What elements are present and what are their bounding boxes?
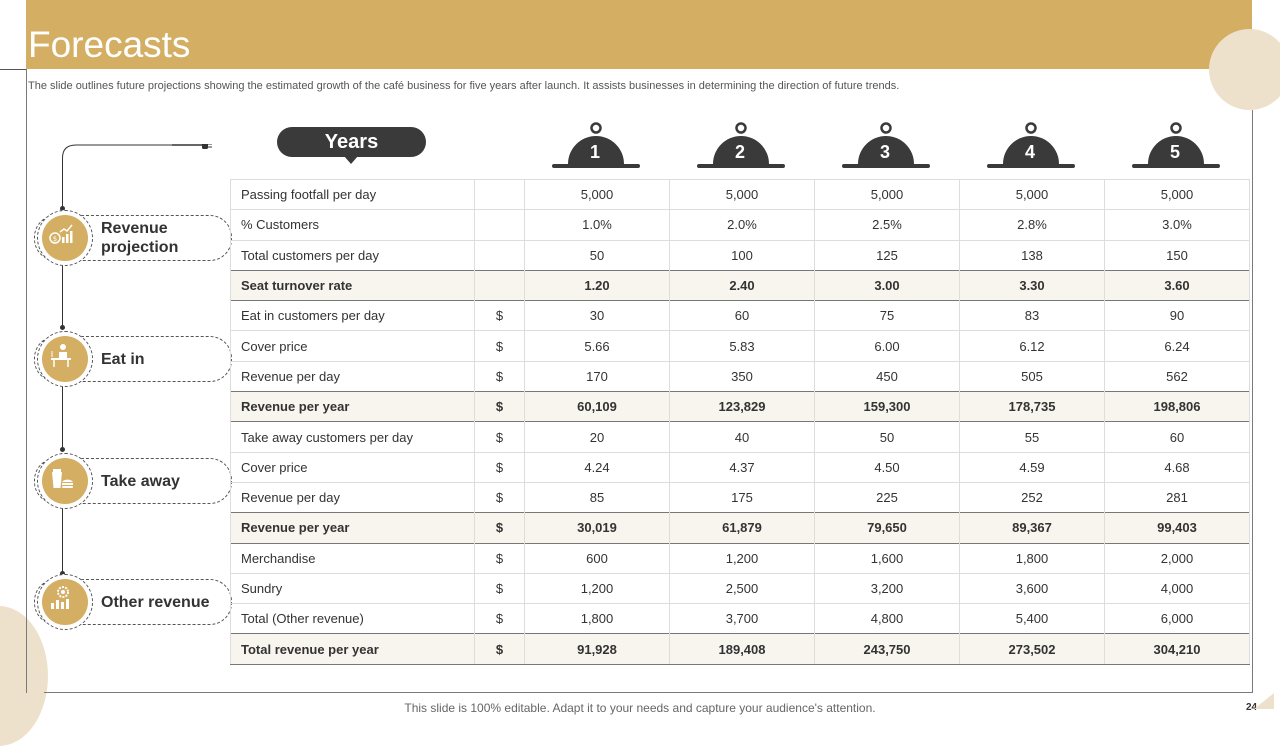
- timeline-line: [62, 384, 63, 450]
- value-cell-year-3: 4.50: [815, 452, 960, 482]
- value-cell-year-5: 3.60: [1105, 270, 1250, 300]
- table-row: [231, 331, 1250, 361]
- table-row: [231, 634, 1250, 664]
- table-row: [231, 240, 1250, 270]
- year-number: 4: [1024, 142, 1035, 162]
- section-take-away: [34, 458, 232, 504]
- value-cell-year-3: 75: [815, 301, 960, 331]
- timeline-line: [62, 262, 63, 328]
- currency-cell: $: [475, 331, 525, 361]
- value-cell-year-5: 5,000: [1105, 180, 1250, 210]
- value-cell-year-2: 100: [670, 240, 815, 270]
- frame-right-border: [1252, 110, 1253, 693]
- value-cell-year-4: 6.12: [960, 331, 1105, 361]
- currency-cell: $: [475, 513, 525, 543]
- value-cell-year-4: 3,600: [960, 573, 1105, 603]
- value-cell-year-5: 281: [1105, 482, 1250, 512]
- currency-cell: [475, 270, 525, 300]
- currency-cell: [475, 180, 525, 210]
- row-label: Sundry: [231, 573, 475, 603]
- table-row: [231, 513, 1250, 543]
- value-cell-year-1: 60,109: [525, 392, 670, 422]
- timeline-dot: [60, 325, 65, 330]
- value-cell-year-3: 50: [815, 422, 960, 452]
- value-cell-year-3: 125: [815, 240, 960, 270]
- row-label: Merchandise: [231, 543, 475, 573]
- value-cell-year-4: 3.30: [960, 270, 1105, 300]
- table-row: [231, 482, 1250, 512]
- value-cell-year-4: 89,367: [960, 513, 1105, 543]
- table-row: [231, 422, 1250, 452]
- value-cell-year-5: 60: [1105, 422, 1250, 452]
- value-cell-year-5: 99,403: [1105, 513, 1250, 543]
- row-label: Passing footfall per day: [231, 180, 475, 210]
- gear-chart-icon: [48, 585, 74, 611]
- value-cell-year-4: 2.8%: [960, 210, 1105, 240]
- value-cell-year-1: 170: [525, 361, 670, 391]
- value-cell-year-2: 189,408: [670, 634, 815, 664]
- row-label: Revenue per day: [231, 482, 475, 512]
- header-band: [26, 0, 1252, 69]
- value-cell-year-1: 85: [525, 482, 670, 512]
- table-row: [231, 604, 1250, 634]
- value-cell-year-3: 450: [815, 361, 960, 391]
- currency-cell: $: [475, 392, 525, 422]
- value-cell-year-5: 90: [1105, 301, 1250, 331]
- year-cloche-2: [696, 121, 786, 169]
- row-label: Total (Other revenue): [231, 604, 475, 634]
- section-label: Take away: [101, 472, 180, 490]
- value-cell-year-2: 1,200: [670, 543, 815, 573]
- value-cell-year-3: 1,600: [815, 543, 960, 573]
- table-row: [231, 392, 1250, 422]
- row-label: Total revenue per year: [231, 634, 475, 664]
- value-cell-year-2: 2.40: [670, 270, 815, 300]
- value-cell-year-3: 5,000: [815, 180, 960, 210]
- value-cell-year-2: 3,700: [670, 604, 815, 634]
- timeline-dot: [60, 447, 65, 452]
- row-label: Revenue per day: [231, 361, 475, 391]
- value-cell-year-1: 4.24: [525, 452, 670, 482]
- section-icon-ring: [37, 331, 93, 387]
- section-label: Other revenue: [101, 593, 210, 611]
- section-label: Revenue projection: [101, 220, 179, 256]
- currency-cell: $: [475, 573, 525, 603]
- value-cell-year-3: 225: [815, 482, 960, 512]
- value-cell-year-2: 350: [670, 361, 815, 391]
- section-icon-ring: [37, 453, 93, 509]
- value-cell-year-3: 159,300: [815, 392, 960, 422]
- row-label: Eat in customers per day: [231, 301, 475, 331]
- header-rule: [0, 69, 26, 70]
- value-cell-year-1: 1.0%: [525, 210, 670, 240]
- year-cloche-4: [986, 121, 1076, 169]
- takeaway-food-icon: [48, 464, 74, 490]
- table-row: [231, 210, 1250, 240]
- value-cell-year-4: 5,000: [960, 180, 1105, 210]
- value-cell-year-5: 4,000: [1105, 573, 1250, 603]
- value-cell-year-4: 252: [960, 482, 1105, 512]
- value-cell-year-5: 304,210: [1105, 634, 1250, 664]
- frame-bottom-border: [44, 692, 1253, 693]
- section-label: Eat in: [101, 350, 145, 368]
- row-label: Cover price: [231, 452, 475, 482]
- value-cell-year-4: 83: [960, 301, 1105, 331]
- currency-cell: $: [475, 634, 525, 664]
- table-row: [231, 180, 1250, 210]
- year-cloche-1: [551, 121, 641, 169]
- value-cell-year-5: 6.24: [1105, 331, 1250, 361]
- table-row: [231, 301, 1250, 331]
- row-label: Take away customers per day: [231, 422, 475, 452]
- section-icon-ring: [37, 210, 93, 266]
- value-cell-year-1: 600: [525, 543, 670, 573]
- value-cell-year-2: 5,000: [670, 180, 815, 210]
- currency-cell: [475, 240, 525, 270]
- value-cell-year-4: 273,502: [960, 634, 1105, 664]
- decorative-circle-bottom-left: [0, 606, 48, 746]
- value-cell-year-3: 3.00: [815, 270, 960, 300]
- forecast-table: [230, 179, 1249, 665]
- year-number: 5: [1169, 142, 1180, 162]
- frame-left-border: [26, 69, 27, 693]
- value-cell-year-3: 3,200: [815, 573, 960, 603]
- value-cell-year-2: 175: [670, 482, 815, 512]
- section-other-revenue: [34, 579, 232, 625]
- timeline-line: [62, 506, 63, 574]
- table-row: [231, 452, 1250, 482]
- value-cell-year-5: 562: [1105, 361, 1250, 391]
- currency-cell: $: [475, 604, 525, 634]
- year-cloche-3: [841, 121, 931, 169]
- year-cloche-5: [1131, 121, 1221, 169]
- value-cell-year-3: 243,750: [815, 634, 960, 664]
- page-number: 24: [1246, 702, 1258, 713]
- value-cell-year-1: 5,000: [525, 180, 670, 210]
- page-title: Forecasts: [28, 24, 191, 65]
- plug-cable-icon: [62, 144, 212, 214]
- value-cell-year-5: 150: [1105, 240, 1250, 270]
- value-cell-year-1: 50: [525, 240, 670, 270]
- value-cell-year-4: 138: [960, 240, 1105, 270]
- page-subtitle: The slide outlines future projections showing the estimated growth of the café business for five years after launch. It assists businesses in determining the direction of future trends.: [28, 80, 900, 92]
- currency-cell: $: [475, 482, 525, 512]
- currency-cell: $: [475, 301, 525, 331]
- currency-cell: $: [475, 452, 525, 482]
- row-label: Revenue per year: [231, 513, 475, 543]
- value-cell-year-2: 2,500: [670, 573, 815, 603]
- value-cell-year-1: 1.20: [525, 270, 670, 300]
- row-label: % Customers: [231, 210, 475, 240]
- row-label: Revenue per year: [231, 392, 475, 422]
- footer-note: This slide is 100% editable. Adapt it to your needs and capture your audience's attention.: [404, 701, 876, 715]
- table-row: [231, 543, 1250, 573]
- currency-cell: $: [475, 422, 525, 452]
- year-number: 2: [734, 142, 745, 162]
- currency-cell: $: [475, 543, 525, 573]
- value-cell-year-3: 79,650: [815, 513, 960, 543]
- section-icon-ring: [37, 574, 93, 630]
- value-cell-year-4: 505: [960, 361, 1105, 391]
- value-cell-year-2: 5.83: [670, 331, 815, 361]
- value-cell-year-5: 4.68: [1105, 452, 1250, 482]
- dining-person-icon: [48, 342, 74, 368]
- table-row: [231, 270, 1250, 300]
- year-number: 1: [589, 142, 600, 162]
- decorative-circle-top-right: [1209, 29, 1280, 110]
- row-label: Seat turnover rate: [231, 270, 475, 300]
- value-cell-year-1: 1,800: [525, 604, 670, 634]
- value-cell-year-5: 3.0%: [1105, 210, 1250, 240]
- value-cell-year-4: 5,400: [960, 604, 1105, 634]
- value-cell-year-2: 4.37: [670, 452, 815, 482]
- table-row: [231, 573, 1250, 603]
- section-revenue-projection: [34, 215, 232, 261]
- row-label: Total customers per day: [231, 240, 475, 270]
- value-cell-year-2: 61,879: [670, 513, 815, 543]
- value-cell-year-3: 4,800: [815, 604, 960, 634]
- value-cell-year-1: 20: [525, 422, 670, 452]
- value-cell-year-2: 123,829: [670, 392, 815, 422]
- years-header-badge: Years: [277, 127, 426, 157]
- value-cell-year-3: 6.00: [815, 331, 960, 361]
- value-cell-year-2: 40: [670, 422, 815, 452]
- value-cell-year-4: 4.59: [960, 452, 1105, 482]
- value-cell-year-5: 2,000: [1105, 543, 1250, 573]
- row-label: Cover price: [231, 331, 475, 361]
- section-eat-in: [34, 336, 232, 382]
- currency-cell: $: [475, 361, 525, 391]
- value-cell-year-1: 30: [525, 301, 670, 331]
- table-row: [231, 361, 1250, 391]
- currency-cell: [475, 210, 525, 240]
- page-corner-decoration: [1254, 693, 1274, 709]
- value-cell-year-5: 6,000: [1105, 604, 1250, 634]
- svg-text:$: $: [52, 235, 58, 243]
- value-cell-year-4: 55: [960, 422, 1105, 452]
- value-cell-year-5: 198,806: [1105, 392, 1250, 422]
- value-cell-year-2: 60: [670, 301, 815, 331]
- value-cell-year-1: 30,019: [525, 513, 670, 543]
- value-cell-year-1: 5.66: [525, 331, 670, 361]
- year-number: 3: [879, 142, 890, 162]
- value-cell-year-1: 91,928: [525, 634, 670, 664]
- value-cell-year-3: 2.5%: [815, 210, 960, 240]
- value-cell-year-4: 178,735: [960, 392, 1105, 422]
- money-chart-icon: [48, 221, 74, 247]
- value-cell-year-4: 1,800: [960, 543, 1105, 573]
- value-cell-year-1: 1,200: [525, 573, 670, 603]
- value-cell-year-2: 2.0%: [670, 210, 815, 240]
